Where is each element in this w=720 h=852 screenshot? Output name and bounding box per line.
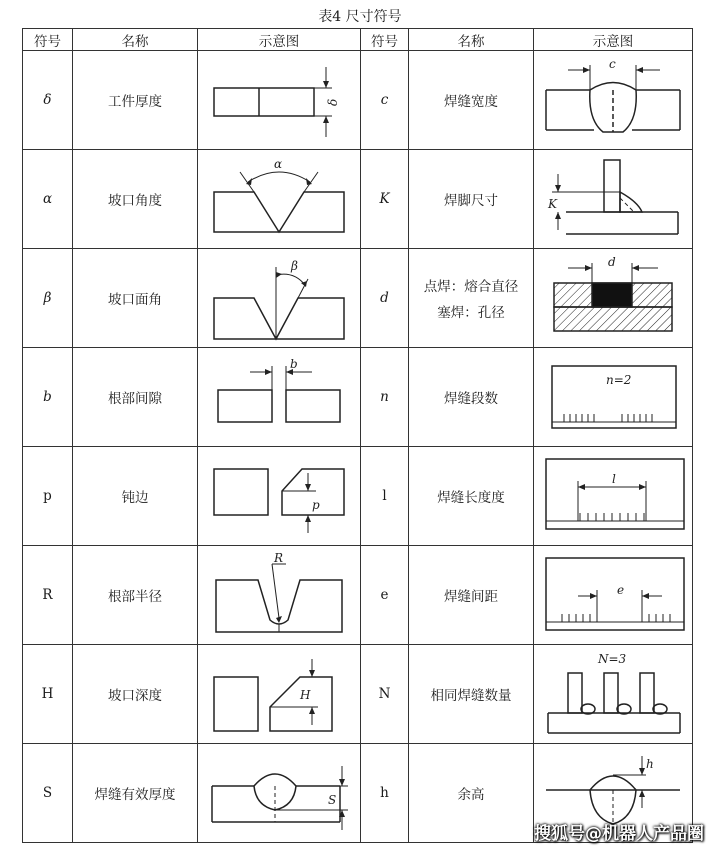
table-row bbox=[23, 249, 693, 348]
label-K: K bbox=[548, 197, 557, 211]
label-H: H bbox=[300, 688, 311, 702]
name-cell: 根部半径 bbox=[73, 546, 198, 645]
name-cell: 钝边 bbox=[73, 447, 198, 546]
name-cell: 坡口深度 bbox=[73, 645, 198, 744]
symbol-cell: β bbox=[23, 249, 73, 348]
header-symbol: 符号 bbox=[23, 29, 73, 51]
label-alpha: α bbox=[274, 157, 283, 171]
label-p: p bbox=[312, 498, 320, 512]
symbol-cell: R bbox=[23, 546, 73, 645]
name-cell: 相同焊缝数量 bbox=[409, 645, 534, 744]
table-row bbox=[23, 546, 693, 645]
name-cell: 坡口角度 bbox=[73, 150, 198, 249]
name-cell bbox=[409, 249, 534, 348]
diagram-root-face bbox=[198, 447, 361, 546]
diagram-weld-spacing bbox=[534, 546, 693, 645]
header-name-2: 名称 bbox=[409, 29, 534, 51]
name-cell: 焊缝间距 bbox=[409, 546, 534, 645]
header-diagram-2: 示意图 bbox=[534, 29, 693, 51]
symbol-cell: p bbox=[23, 447, 73, 546]
name-line-1: 点焊：熔合直径 bbox=[423, 279, 519, 295]
symbol-cell: n bbox=[361, 348, 409, 447]
label-b: b bbox=[290, 357, 298, 371]
diagram-root-radius bbox=[198, 546, 361, 645]
symbol-cell: e bbox=[361, 546, 409, 645]
symbol-cell: α bbox=[23, 150, 73, 249]
symbol-cell: N bbox=[361, 645, 409, 744]
symbol-cell: δ bbox=[23, 51, 73, 150]
label-n: n=2 bbox=[606, 373, 632, 387]
symbol-cell: H bbox=[23, 645, 73, 744]
name-cell: 焊缝段数 bbox=[409, 348, 534, 447]
label-S: S bbox=[328, 793, 337, 807]
table-row bbox=[23, 51, 693, 150]
symbol-cell: S bbox=[23, 744, 73, 843]
diagram-groove-angle bbox=[198, 150, 361, 249]
symbol-cell: d bbox=[361, 249, 409, 348]
label-delta: δ bbox=[326, 98, 340, 106]
name-cell: 工件厚度 bbox=[73, 51, 198, 150]
symbol-cell: K bbox=[361, 150, 409, 249]
dimension-symbols-table bbox=[22, 28, 693, 843]
table-row bbox=[23, 150, 693, 249]
watermark: 搜狐号@机器人产品圈 bbox=[534, 824, 704, 844]
diagram-groove-depth bbox=[198, 645, 361, 744]
symbol-cell: l bbox=[361, 447, 409, 546]
name-cell: 焊脚尺寸 bbox=[409, 150, 534, 249]
name-cell: 焊缝有效厚度 bbox=[73, 744, 198, 843]
label-N: N=3 bbox=[598, 652, 627, 666]
name-cell: 余高 bbox=[409, 744, 534, 843]
name-cell: 焊缝宽度 bbox=[409, 51, 534, 150]
label-c: c bbox=[609, 57, 616, 71]
name-cell: 坡口面角 bbox=[73, 249, 198, 348]
label-h: h bbox=[646, 757, 654, 771]
label-e: e bbox=[617, 583, 625, 597]
symbol-cell: b bbox=[23, 348, 73, 447]
table-caption: 表4 尺寸符号 bbox=[318, 9, 402, 25]
diagram-fillet-leg bbox=[534, 150, 693, 249]
label-l: l bbox=[612, 472, 616, 486]
diagram-root-gap bbox=[198, 348, 361, 447]
diagram-weld-width bbox=[534, 51, 693, 150]
header-symbol-2: 符号 bbox=[361, 29, 409, 51]
diagram-effective-throat bbox=[198, 744, 361, 843]
diagram-fusion-diameter bbox=[534, 249, 693, 348]
table-row bbox=[23, 348, 693, 447]
table-row bbox=[23, 645, 693, 744]
name-cell: 根部间隙 bbox=[73, 348, 198, 447]
name-line-2: 塞焊：孔径 bbox=[437, 305, 505, 321]
diagram-same-welds-count bbox=[534, 645, 693, 744]
symbol-cell: h bbox=[361, 744, 409, 843]
header-name: 名称 bbox=[73, 29, 198, 51]
diagram-workpiece-thickness bbox=[198, 51, 361, 150]
name-cell: 焊缝长度度 bbox=[409, 447, 534, 546]
label-R: R bbox=[274, 551, 284, 565]
diagram-groove-face-angle bbox=[198, 249, 361, 348]
symbol-cell: c bbox=[361, 51, 409, 150]
diagram-weld-segments bbox=[534, 348, 693, 447]
label-d: d bbox=[608, 255, 616, 269]
header-diagram: 示意图 bbox=[198, 29, 361, 51]
table-row bbox=[23, 447, 693, 546]
diagram-weld-length bbox=[534, 447, 693, 546]
label-beta: β bbox=[291, 259, 298, 273]
